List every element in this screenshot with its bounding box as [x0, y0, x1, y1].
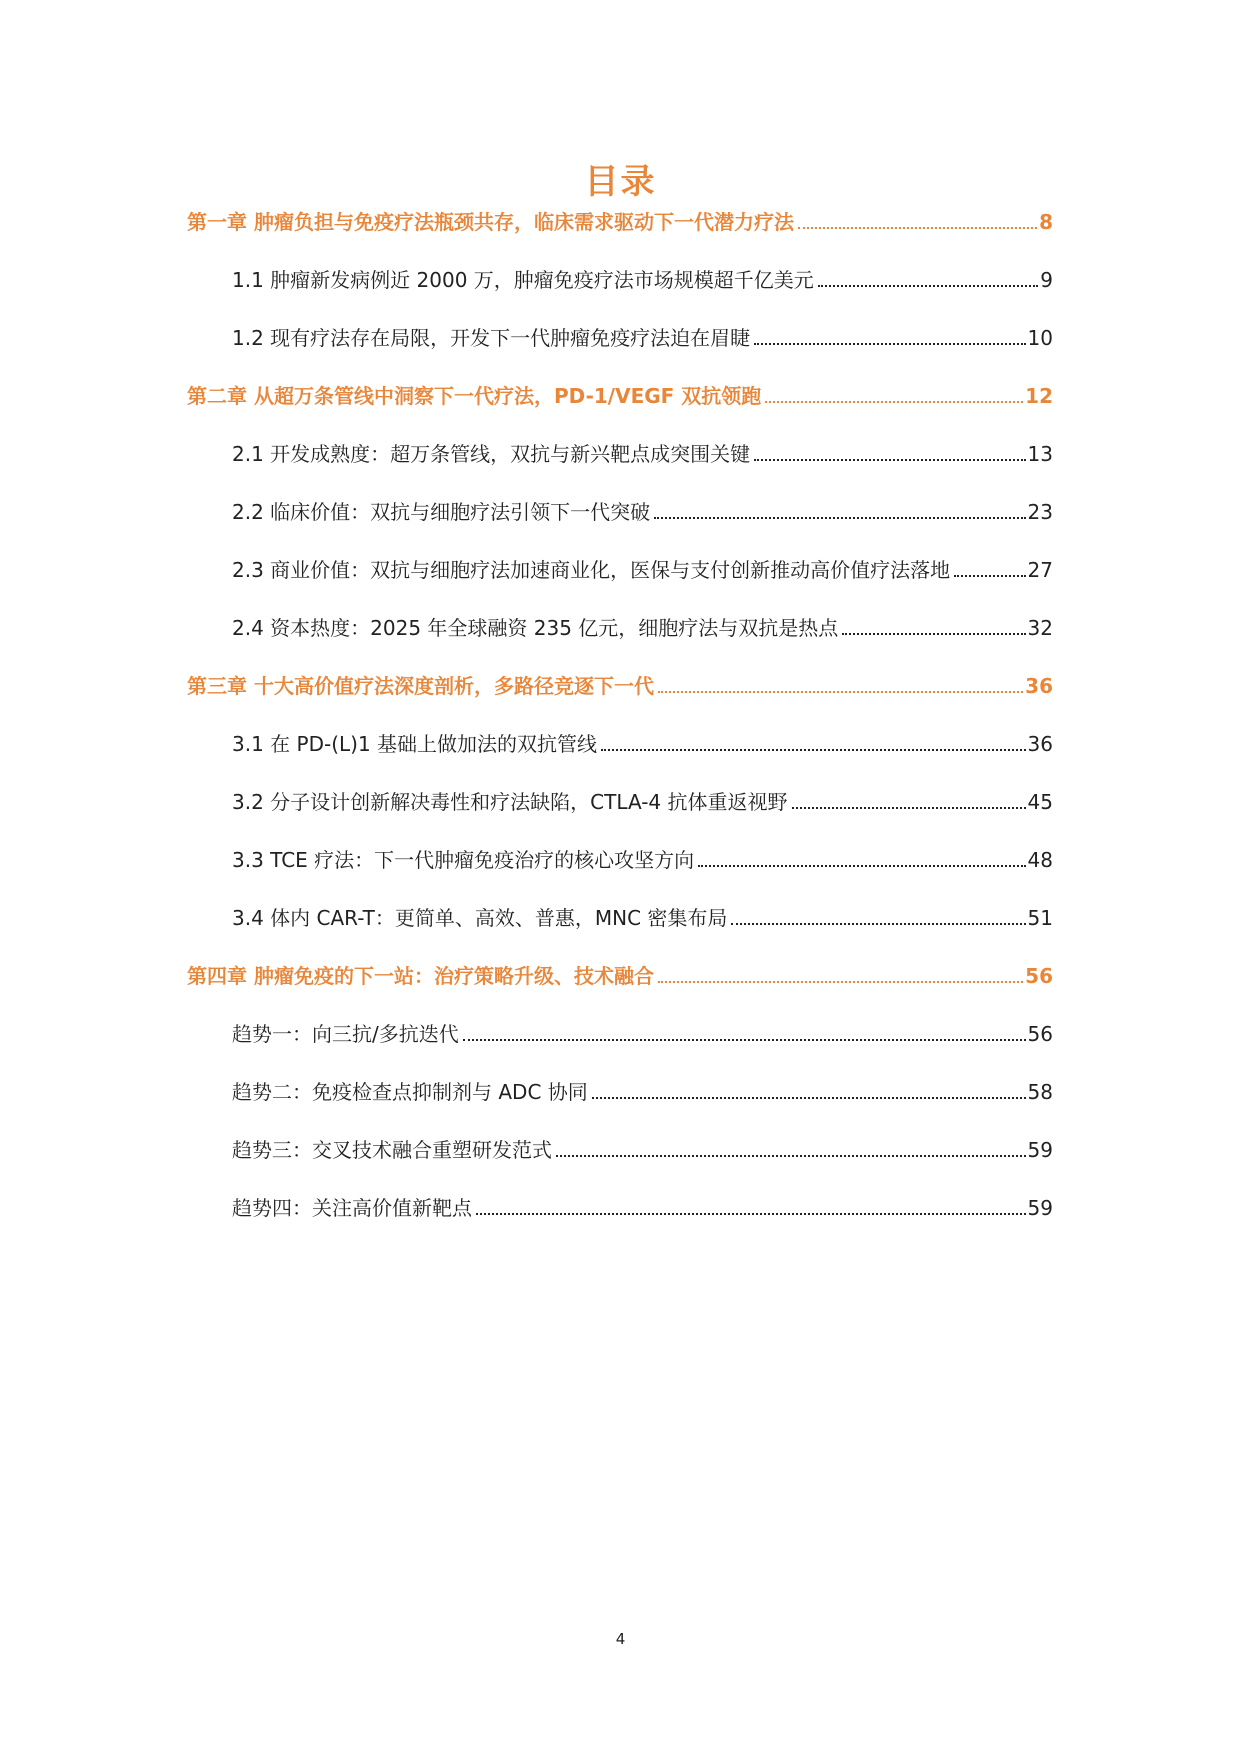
toc-entry-label: 第一章 肿瘤负担与免疫疗法瓶颈共存，临床需求驱动下一代潜力疗法 — [187, 210, 794, 234]
dot-leader — [601, 749, 1026, 751]
toc-entry-section-2-4[interactable] — [232, 612, 1053, 644]
toc-entry-label: 3.4 体内 CAR-T：更简单、高效、普惠，MNC 密集布局 — [232, 906, 728, 930]
toc-entry-label: 2.4 资本热度：2025 年全球融资 235 亿元，细胞疗法与双抗是热点 — [232, 616, 839, 640]
toc-entry-section-3-2[interactable] — [232, 786, 1053, 818]
toc-entry-section-2-3[interactable] — [232, 554, 1053, 586]
dot-leader — [592, 1097, 1026, 1099]
page-title: 目录 — [584, 162, 657, 202]
page-number: 4 — [615, 1630, 626, 1648]
toc-entry-trend-2[interactable] — [232, 1076, 1053, 1108]
toc-entry-trend-1[interactable] — [232, 1018, 1053, 1050]
toc-entry-label: 趋势三：交叉技术融合重塑研发范式 — [232, 1138, 552, 1162]
toc-entry-label: 2.3 商业价值：双抗与细胞疗法加速商业化，医保与支付创新推动高价值疗法落地 — [232, 558, 951, 582]
dot-leader — [842, 633, 1025, 635]
toc-entry-section-1-2[interactable] — [232, 322, 1053, 354]
toc-entry-label: 第四章 肿瘤免疫的下一站：治疗策略升级、技术融合 — [187, 964, 654, 988]
toc-entry-page: 9 — [1040, 268, 1053, 292]
dot-leader — [954, 575, 1025, 577]
toc-entry-page: 59 — [1027, 1196, 1053, 1220]
toc-entry-chapter-3[interactable] — [187, 670, 1053, 702]
dot-leader — [754, 459, 1025, 461]
toc-entry-page: 45 — [1027, 790, 1053, 814]
toc-entry-section-3-4[interactable] — [232, 902, 1053, 934]
toc-entry-chapter-4[interactable] — [187, 960, 1053, 992]
toc-entry-page: 27 — [1027, 558, 1053, 582]
toc-entry-label: 3.3 TCE 疗法：下一代肿瘤免疫治疗的核心攻坚方向 — [232, 848, 695, 872]
toc-entry-page: 12 — [1025, 384, 1053, 408]
dot-leader — [658, 691, 1023, 693]
toc-entry-page: 48 — [1027, 848, 1053, 872]
toc-entry-label: 趋势四：关注高价值新靶点 — [232, 1196, 472, 1220]
toc-entry-section-2-2[interactable] — [232, 496, 1053, 528]
toc-entry-page: 56 — [1025, 964, 1053, 988]
toc-entry-section-3-3[interactable] — [232, 844, 1053, 876]
toc-entry-page: 36 — [1025, 674, 1053, 698]
dot-leader — [476, 1213, 1026, 1215]
dot-leader — [792, 807, 1026, 809]
toc-entry-page: 23 — [1027, 500, 1053, 524]
toc-entry-section-3-1[interactable] — [232, 728, 1053, 760]
toc-entry-page: 32 — [1027, 616, 1053, 640]
dot-leader — [798, 227, 1037, 229]
toc-entry-section-2-1[interactable] — [232, 438, 1053, 470]
toc-entry-label: 2.1 开发成熟度：超万条管线，双抗与新兴靶点成突围关键 — [232, 442, 751, 466]
toc-entry-trend-4[interactable] — [232, 1192, 1053, 1224]
toc-entry-page: 13 — [1027, 442, 1053, 466]
toc-entry-page: 10 — [1027, 326, 1053, 350]
toc-entry-page: 51 — [1027, 906, 1053, 930]
dot-leader — [818, 285, 1038, 287]
toc-entry-label: 2.2 临床价值：双抗与细胞疗法引领下一代突破 — [232, 500, 651, 524]
toc-entry-trend-3[interactable] — [232, 1134, 1053, 1166]
toc-entry-chapter-1[interactable] — [187, 206, 1053, 238]
toc-entry-label: 趋势一：向三抗/多抗迭代 — [232, 1022, 459, 1046]
toc-entry-label: 1.1 肿瘤新发病例近 2000 万，肿瘤免疫疗法市场规模超千亿美元 — [232, 268, 814, 292]
dot-leader — [556, 1155, 1026, 1157]
toc-entry-page: 59 — [1027, 1138, 1053, 1162]
dot-leader — [754, 343, 1025, 345]
toc-entry-page: 58 — [1027, 1080, 1053, 1104]
toc-entry-label: 3.2 分子设计创新解决毒性和疗法缺陷，CTLA-4 抗体重返视野 — [232, 790, 788, 814]
dot-leader — [731, 923, 1025, 925]
dot-leader — [765, 401, 1023, 403]
toc-entry-label: 1.2 现有疗法存在局限，开发下一代肿瘤免疫疗法迫在眉睫 — [232, 326, 751, 350]
dot-leader — [658, 981, 1023, 983]
toc-entry-label: 第二章 从超万条管线中洞察下一代疗法，PD-1/VEGF 双抗领跑 — [187, 384, 762, 408]
toc-entry-chapter-2[interactable] — [187, 380, 1053, 412]
toc-entry-page: 36 — [1027, 732, 1053, 756]
toc-entry-section-1-1[interactable] — [232, 264, 1053, 296]
dot-leader — [698, 865, 1025, 867]
toc-entry-page: 56 — [1027, 1022, 1053, 1046]
toc-entry-page: 8 — [1039, 210, 1053, 234]
toc-entry-label: 趋势二：免疫检查点抑制剂与 ADC 协同 — [232, 1080, 588, 1104]
dot-leader — [463, 1039, 1026, 1041]
toc-entry-label: 第三章 十大高价值疗法深度剖析，多路径竞逐下一代 — [187, 674, 654, 698]
toc-entry-label: 3.1 在 PD-(L)1 基础上做加法的双抗管线 — [232, 732, 598, 756]
dot-leader — [654, 517, 1025, 519]
